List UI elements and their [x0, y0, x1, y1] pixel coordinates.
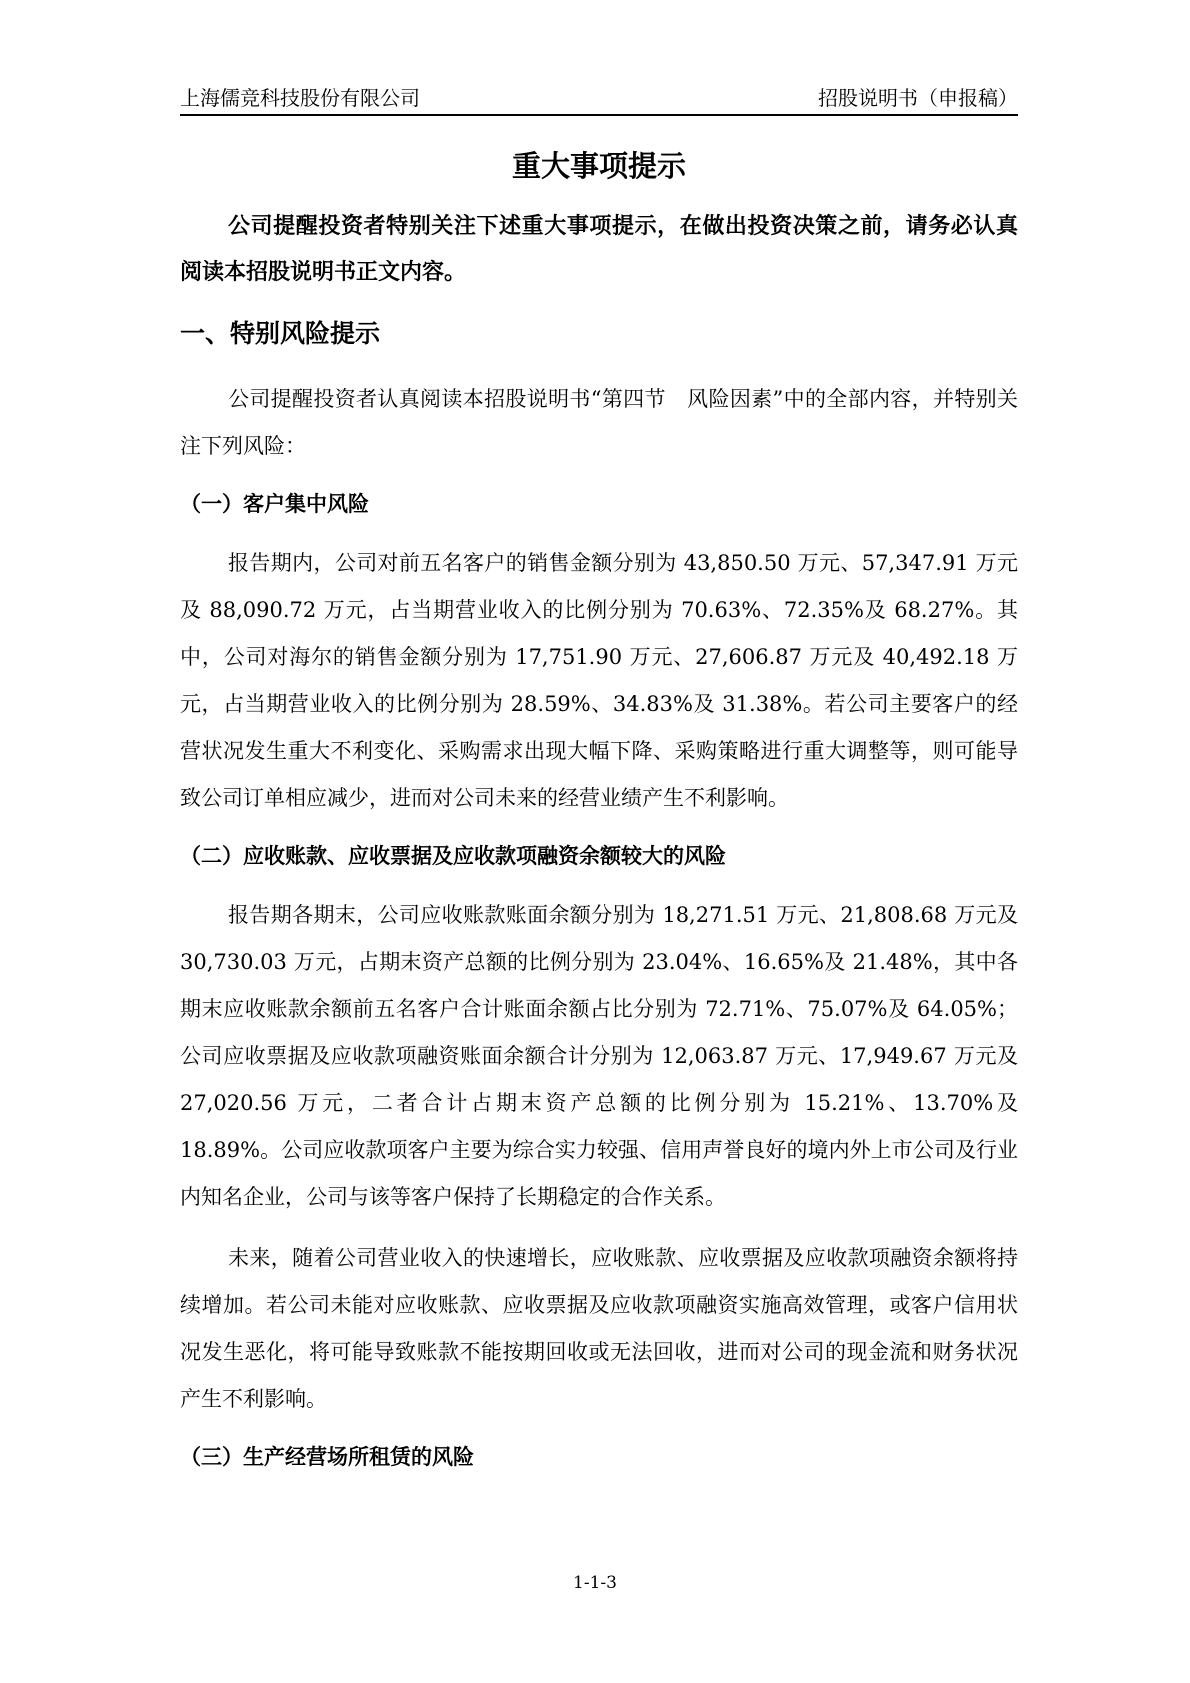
subsection-heading-receivables-risk: （二）应收账款、应收票据及应收款项融资余额较大的风险	[180, 844, 726, 868]
section-lead-paragraph: 公司提醒投资者认真阅读本招股说明书“第四节 风险因素”中的全部内容，并特别关注下列风险：	[180, 387, 1018, 458]
section-heading-special-risk: 一、特别风险提示	[180, 319, 381, 348]
page-title: 重大事项提示	[511, 149, 686, 183]
intro-paragraph: 公司提醒投资者特别关注下述重大事项提示，在做出投资决策之前，请务必认真阅读本招股说明书正文内容。	[180, 214, 1018, 285]
customer-concentration-paragraph: 报告期内，公司对前五名客户的销售金额分别为 43,850.50 万元、57,347.91 万元及 88,090.72 万元，占当期营业收入的比例分别为 70.63%、72.35%及 68.27%。其中，公司对海尔的销售金额分别为 17,751.90 万元、27,606.87 万元及 40,492.18 万元，占当期营业收入的比例分别为 28.59%、34.83%及 31.38%。若公司主要客户的经营状况发生重大不利变化、采购需求出现大幅下降、采购策略进行重大调整等，则可能导致公司订单相应减少，进而对公司未来的经营业绩产生不利影响。	[180, 551, 1018, 810]
running-header	[180, 84, 1018, 116]
header-document-type: 招股说明书（申报稿）	[818, 86, 1018, 110]
page-number: 1-1-3	[573, 1573, 617, 1593]
page-content	[180, 138, 1018, 1493]
receivables-paragraph-2: 未来，随着公司营业收入的快速增长，应收账款、应收票据及应收款项融资余额将持续增加。若公司未能对应收账款、应收票据及应收款项融资实施高效管理，或客户信用状况发生恶化，将可能导致账款不能按期回收或无法回收，进而对公司的现金流和财务状况产生不利影响。	[180, 1246, 1018, 1411]
header-company-name: 上海儒竞科技股份有限公司	[180, 86, 420, 110]
subsection-heading-customer-concentration: （一）客户集中风险	[180, 492, 369, 516]
subsection-heading-lease-risk: （三）生产经营场所租赁的风险	[180, 1445, 474, 1469]
receivables-paragraph-1: 报告期各期末，公司应收账款账面余额分别为 18,271.51 万元、21,808.68 万元及 30,730.03 万元，占期末资产总额的比例分别为 23.04%、16.65%及 21.48%，其中各期末应收账款余额前五名客户合计账面余额占比分别为 72.71%、75.07%及 64.05%；公司应收票据及应收款项融资账面余额合计分别为 12,063.87 万元、17,949.67 万元及 27,020.56 万元，二者合计占期末资产总额的比例分别为 15.21%、13.70%及 18.89%。公司应收款项客户主要为综合实力较强、信用声誉良好的境内外上市公司及行业内知名企业，公司与该等客户保持了长期稳定的合作关系。	[180, 903, 1018, 1209]
